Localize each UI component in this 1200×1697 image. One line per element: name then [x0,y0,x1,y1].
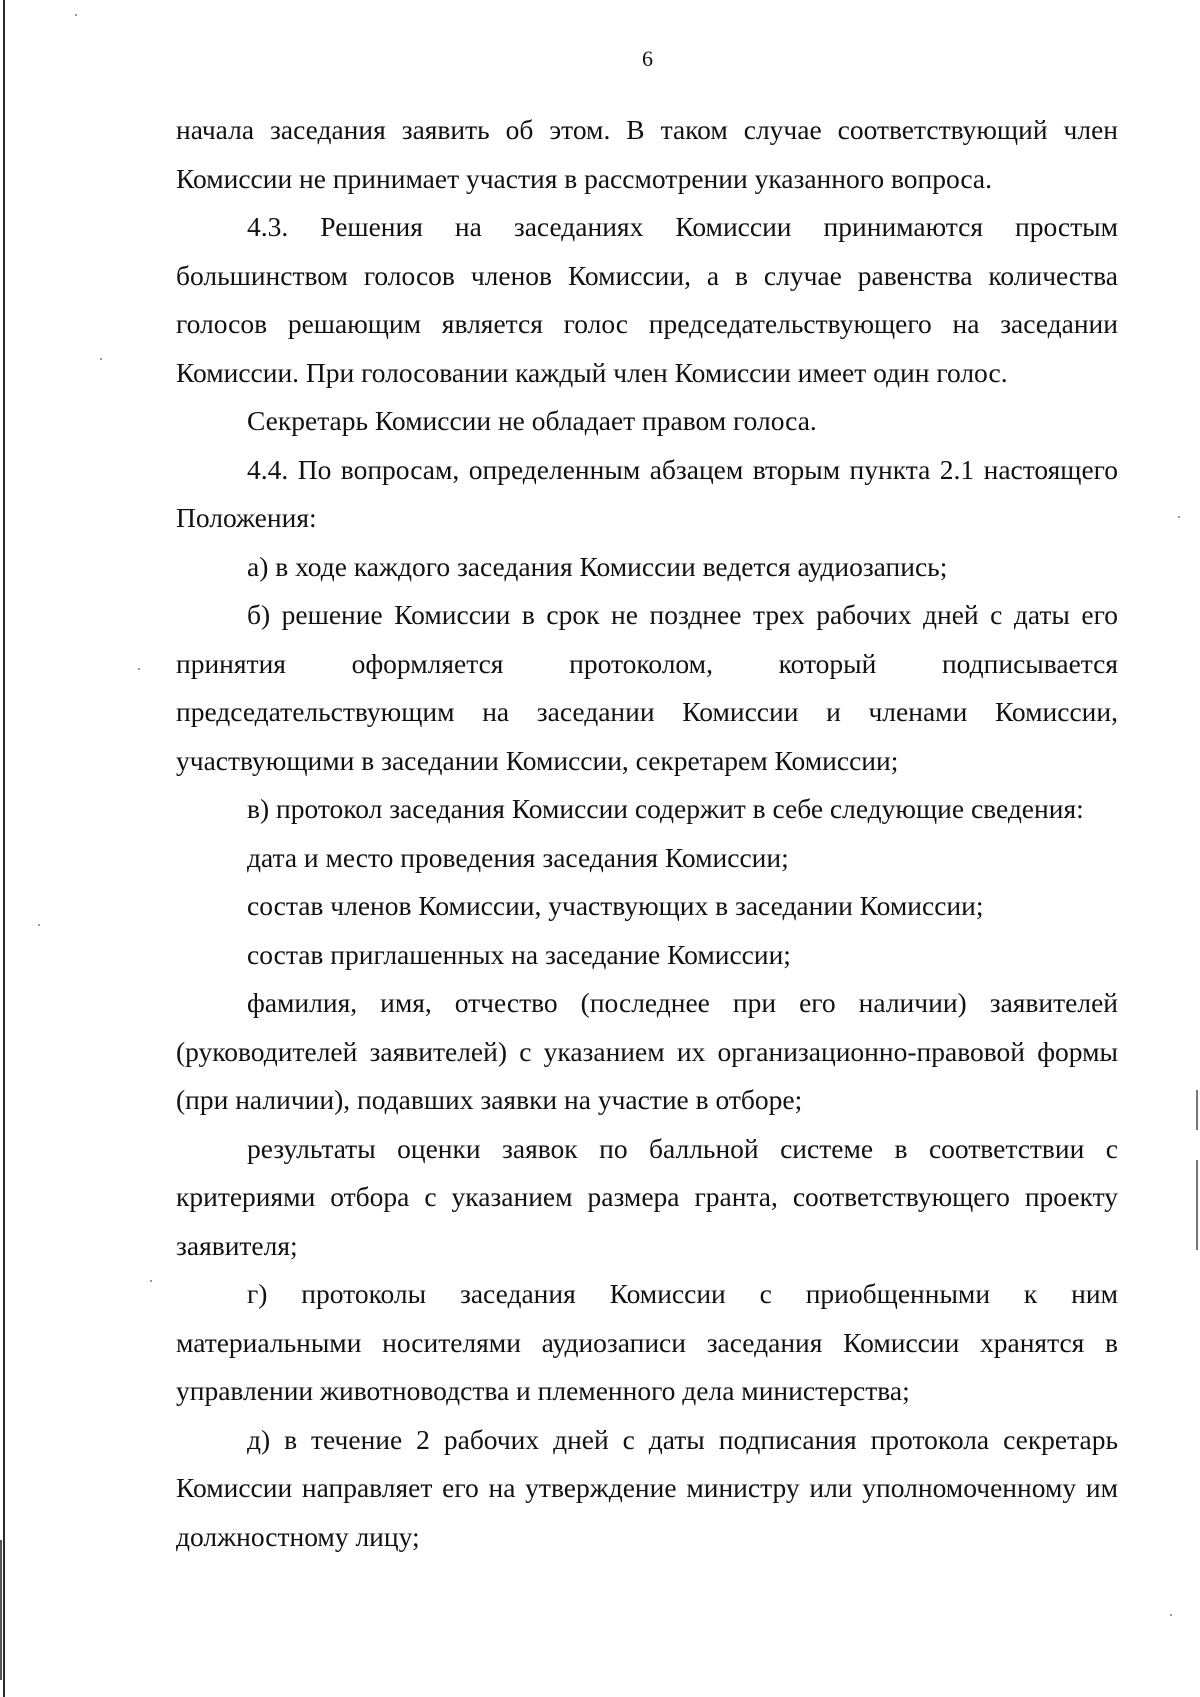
paragraph: г) протоколы заседания Комиссии с приобщенными к ним материальными носителями аудиозаписи заседания Комиссии хранятся в управлении животноводства и племенного дела министерства; [176,1278,1118,1406]
scan-speck [38,924,40,926]
scan-speck [138,668,140,670]
scan-left-mark [0,1540,2,1680]
paragraph: начала заседания заявить об этом. В таком случае соответствующий член Комиссии не принимает участия в рассмотрении указанного вопроса. [176,114,1118,194]
scan-speck [1170,1614,1172,1616]
paragraph: Секретарь Комиссии не обладает правом голоса. [247,405,817,436]
scan-right-mark [1196,1090,1198,1130]
paragraph: б) решение Комиссии в срок не позднее трех рабочих дней с даты его принятия оформляется протоколом, который подписывается председательствующим на заседании Комиссии и членами Комиссии, участвующими в заседании Комиссии, секретарем Комиссии; [176,599,1118,776]
paragraph: 4.3. Решения на заседаниях Комиссии принимаются простым большинством голосов членов Комиссии, а в случае равенства количества голосов решающим является голос председательствующего на заседании Комиссии. При голосовании каждый член Комиссии имеет один голос. [176,211,1118,388]
paragraph: состав приглашенных на заседание Комиссии; [247,938,791,970]
paragraph: состав членов Комиссии, участвующих в заседании Комиссии; [247,890,984,921]
scan-speck [100,358,102,360]
paragraph: фамилия, имя, отчество (последнее при его наличии) заявителей (руководителей заявителей) с указанием их организационно-правовой формы (при наличии), подавших заявки на участие в отборе; [176,987,1118,1115]
scan-speck [1178,516,1180,518]
paragraph: дата и место проведения заседания Комиссии; [247,841,789,873]
scan-left-border [3,0,5,1697]
scan-speck [75,14,77,16]
scan-speck [150,1280,152,1282]
page-number: 6 [642,46,653,71]
paragraph: результаты оценки заявок по балльной системе в соответствии с критериями отбора с указанием размера гранта, соответствующего проекту заявителя; [176,1132,1118,1261]
document-body [176,106,1118,1561]
paragraph: в) протокол заседания Комиссии содержит в себе следующие сведения: [247,793,1084,824]
paragraph: д) в течение 2 рабочих дней с даты подписания протокола секретарь Комиссии направляет его на утверждение министру или уполномоченному им должностному лицу; [176,1423,1118,1552]
scan-right-mark [1196,1160,1198,1250]
paragraph: а) в ходе каждого заседания Комиссии ведется аудиозапись; [247,550,948,582]
paragraph: 4.4. По вопросам, определенным абзацем вторым пункта 2.1 настоящего Положения: [176,453,1118,533]
